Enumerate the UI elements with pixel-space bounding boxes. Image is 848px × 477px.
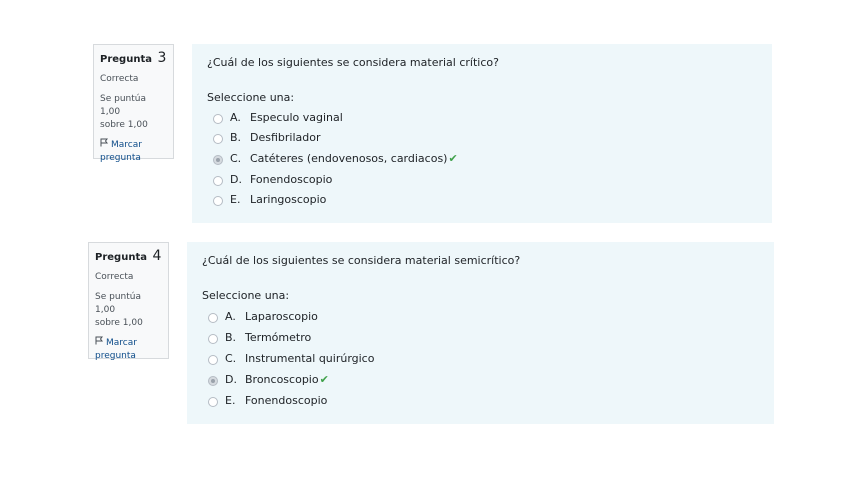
question-state: Correcta — [100, 74, 139, 84]
check-icon: ✔ — [448, 152, 458, 165]
question-number: 4 — [152, 248, 162, 264]
grade-line-1: Se puntúa 1,00 — [95, 292, 141, 315]
answer-text: Broncoscopio — [245, 373, 319, 386]
question-number: 3 — [157, 50, 167, 66]
answer-letter: C. — [225, 352, 237, 365]
answer-text: Fonendoscopio — [245, 394, 328, 407]
answer-letter: B. — [230, 131, 242, 144]
answer-letter: E. — [230, 193, 241, 206]
flag-label-2: pregunta — [100, 153, 141, 163]
answer-letter: B. — [225, 331, 237, 344]
radio-button-selected[interactable] — [208, 376, 218, 386]
flag-label-1: Marcar — [106, 338, 137, 348]
answer-letter: D. — [230, 173, 242, 186]
question-content — [187, 242, 774, 424]
radio-button[interactable] — [208, 334, 218, 344]
grade-line-2: sobre 1,00 — [95, 318, 143, 328]
answer-text: Laparoscopio — [245, 310, 318, 323]
answer-text: Especulo vaginal — [250, 111, 343, 124]
answer-option-e[interactable] — [187, 393, 774, 413]
question-title-label: Pregunta — [95, 252, 147, 263]
flag-question-link[interactable] — [95, 336, 162, 363]
answer-label — [245, 330, 311, 346]
answer-option-d[interactable] — [187, 372, 774, 392]
answer-letter: A. — [225, 310, 236, 323]
flag-label-2: pregunta — [95, 351, 136, 361]
flag-icon — [95, 336, 104, 350]
radio-button[interactable] — [208, 355, 218, 365]
answer-text: Catéteres (endovenosos, cardiacos) — [250, 152, 448, 165]
answer-option-c[interactable] — [187, 351, 774, 371]
answer-label — [245, 309, 318, 325]
answer-label — [245, 393, 327, 409]
answer-text: Instrumental quirúrgico — [245, 352, 375, 365]
question-text: ¿Cuál de los siguientes se considera material crítico? — [207, 56, 499, 69]
question-text: ¿Cuál de los siguientes se considera material semicrítico? — [202, 254, 521, 267]
answer-prompt: Seleccione una: — [207, 91, 295, 104]
question-info — [88, 242, 169, 359]
answer-letter: D. — [225, 373, 237, 386]
answer-prompt: Seleccione una: — [202, 289, 290, 302]
question-title-label: Pregunta — [100, 54, 152, 65]
answer-text: Fonendoscopio — [250, 173, 333, 186]
answer-label — [245, 351, 374, 367]
answer-letter: C. — [230, 152, 242, 165]
answer-letter: A. — [230, 111, 241, 124]
radio-button[interactable] — [208, 313, 218, 323]
answer-letter: E. — [225, 394, 236, 407]
answer-option-b[interactable] — [187, 330, 774, 350]
answer-text: Laringoscopio — [250, 193, 327, 206]
question-state: Correcta — [95, 272, 134, 282]
answer-text: Desfibrilador — [250, 131, 321, 144]
check-icon: ✔ — [319, 373, 329, 386]
grade-line-2: sobre 1,00 — [100, 120, 148, 130]
question-grade — [95, 291, 162, 330]
answer-text: Termómetro — [245, 331, 312, 344]
answer-label — [245, 372, 329, 388]
grade-line-1: Se puntúa 1,00 — [100, 94, 146, 117]
answer-option-a[interactable] — [187, 309, 774, 329]
flag-label-1: Marcar — [111, 140, 142, 150]
radio-button[interactable] — [208, 397, 218, 407]
question-title — [95, 249, 162, 265]
